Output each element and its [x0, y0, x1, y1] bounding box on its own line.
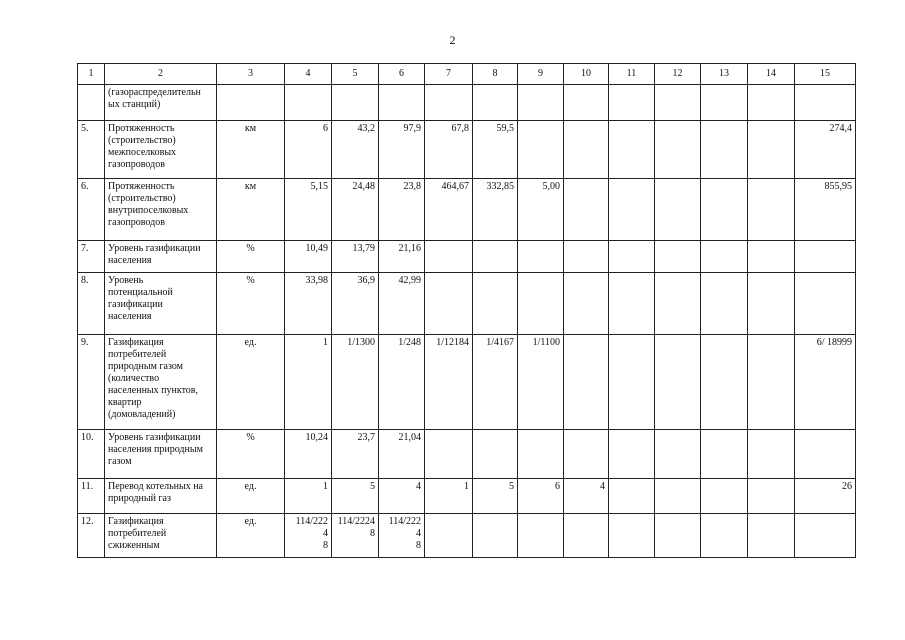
value-cell	[609, 179, 655, 241]
indicator-name-line: Перевод котельных на	[108, 481, 203, 492]
unit-cell: км	[217, 121, 285, 179]
value-cell: 5,00	[518, 179, 564, 241]
value-cell: 1/12184	[425, 335, 473, 430]
value-cell	[518, 85, 564, 121]
table-row	[78, 430, 856, 479]
row-number: 6.	[78, 179, 105, 241]
indicator-name-line: Протяженность	[108, 181, 175, 192]
indicator-name-line: газом	[108, 456, 132, 467]
column-header: 1	[78, 64, 105, 85]
value-cell	[701, 85, 748, 121]
value-cell: 23,7	[332, 430, 379, 479]
value-cell	[473, 273, 518, 335]
value-cell: 1	[425, 479, 473, 514]
value-cell	[609, 479, 655, 514]
value-cell	[701, 121, 748, 179]
value-cell	[795, 273, 856, 335]
unit-cell: %	[217, 241, 285, 273]
value-cell: 464,67	[425, 179, 473, 241]
value-cell	[425, 85, 473, 121]
unit-cell: км	[217, 179, 285, 241]
value-cell	[655, 121, 701, 179]
value-cell: 1/4167	[473, 335, 518, 430]
indicator-name-line: населенных пунктов,	[108, 385, 199, 396]
value-cell	[332, 85, 379, 121]
indicator-name-line: Протяженность	[108, 123, 175, 134]
value-cell	[379, 85, 425, 121]
value-cell	[425, 430, 473, 479]
value-cell: 114/222 4 8	[285, 514, 332, 558]
value-cell: 4	[564, 479, 609, 514]
value-cell	[748, 479, 795, 514]
indicator-name-line: сжиженным	[108, 540, 160, 551]
indicator-name-line: квартир	[108, 397, 142, 408]
value-cell	[473, 430, 518, 479]
value-cell: 114/222 4 8	[379, 514, 425, 558]
value-cell	[655, 479, 701, 514]
value-cell	[609, 430, 655, 479]
value-cell	[655, 430, 701, 479]
value-cell	[564, 335, 609, 430]
unit-cell: ед.	[217, 479, 285, 514]
indicator-name-line: Уровень газификации	[108, 243, 201, 254]
value-cell	[564, 85, 609, 121]
value-cell	[425, 241, 473, 273]
value-cell	[701, 514, 748, 558]
value-cell: 42,99	[379, 273, 425, 335]
indicator-name-line: потребителей	[108, 349, 167, 360]
indicator-name-line: (строительство)	[108, 193, 176, 204]
unit-cell: ед.	[217, 335, 285, 430]
table-row	[78, 479, 856, 514]
value-cell: 274,4	[795, 121, 856, 179]
row-number: 8.	[78, 273, 105, 335]
column-header: 7	[425, 64, 473, 85]
value-cell	[518, 430, 564, 479]
value-cell	[748, 273, 795, 335]
value-cell	[518, 121, 564, 179]
column-header: 9	[518, 64, 564, 85]
indicators-table	[77, 63, 856, 558]
row-number: 7.	[78, 241, 105, 273]
value-cell: 332,85	[473, 179, 518, 241]
indicator-name-line: населения природным	[108, 444, 203, 455]
indicator-name-line: внутрипоселковых	[108, 205, 189, 216]
value-cell	[655, 514, 701, 558]
value-cell	[701, 241, 748, 273]
value-cell	[564, 179, 609, 241]
value-cell: 21,16	[379, 241, 425, 273]
value-cell	[748, 241, 795, 273]
column-header: 4	[285, 64, 332, 85]
indicator-name-line: природный газ	[108, 493, 171, 504]
indicator-name-line: (количество	[108, 373, 160, 384]
value-cell	[564, 514, 609, 558]
value-cell	[655, 241, 701, 273]
column-header: 15	[795, 64, 856, 85]
value-cell	[518, 241, 564, 273]
indicator-name-line: потребителей	[108, 528, 167, 539]
value-cell	[655, 179, 701, 241]
row-number	[78, 85, 105, 121]
value-cell	[795, 241, 856, 273]
indicator-name	[105, 179, 217, 241]
row-number: 9.	[78, 335, 105, 430]
indicator-name-line: Газификация	[108, 516, 164, 527]
row-number: 12.	[78, 514, 105, 558]
value-cell	[655, 85, 701, 121]
unit-cell	[217, 85, 285, 121]
value-cell	[473, 85, 518, 121]
indicator-name-line: ых станций)	[108, 99, 161, 110]
value-cell	[701, 479, 748, 514]
indicator-name-line: газопроводов	[108, 217, 165, 228]
indicator-name-line: (домовладений)	[108, 409, 176, 420]
unit-cell: %	[217, 430, 285, 479]
value-cell	[748, 121, 795, 179]
value-cell	[564, 273, 609, 335]
value-cell: 97,9	[379, 121, 425, 179]
column-header: 3	[217, 64, 285, 85]
indicator-name-line: природным газом	[108, 361, 183, 372]
table-row	[78, 121, 856, 179]
indicator-name-line: межпоселковых	[108, 147, 177, 158]
value-cell: 1/1100	[518, 335, 564, 430]
value-cell	[795, 430, 856, 479]
row-number: 5.	[78, 121, 105, 179]
value-cell: 5,15	[285, 179, 332, 241]
indicator-name-line: газопроводов	[108, 159, 165, 170]
table-row	[78, 273, 856, 335]
indicator-name-line: газификации	[108, 299, 163, 310]
value-cell: 59,5	[473, 121, 518, 179]
indicator-name-line: Газификация	[108, 337, 164, 348]
value-cell: 114/2224 8	[332, 514, 379, 558]
value-cell: 33,98	[285, 273, 332, 335]
column-header: 2	[105, 64, 217, 85]
value-cell	[748, 179, 795, 241]
value-cell: 26	[795, 479, 856, 514]
indicator-name-line: (газораспределительн	[108, 87, 201, 98]
value-cell	[701, 335, 748, 430]
value-cell: 6	[285, 121, 332, 179]
value-cell	[748, 514, 795, 558]
value-cell: 855,95	[795, 179, 856, 241]
value-cell	[609, 85, 655, 121]
value-cell: 10,24	[285, 430, 332, 479]
value-cell	[609, 514, 655, 558]
value-cell	[609, 241, 655, 273]
indicator-name	[105, 85, 217, 121]
value-cell	[609, 121, 655, 179]
indicator-name-line: населения	[108, 255, 152, 266]
value-cell	[609, 273, 655, 335]
value-cell: 21,04	[379, 430, 425, 479]
table-row	[78, 335, 856, 430]
indicator-name-line: (строительство)	[108, 135, 176, 146]
value-cell	[564, 241, 609, 273]
row-number: 11.	[78, 479, 105, 514]
value-cell: 36,9	[332, 273, 379, 335]
value-cell	[609, 335, 655, 430]
table-row	[78, 514, 856, 558]
value-cell	[701, 179, 748, 241]
column-header: 8	[473, 64, 518, 85]
indicator-name	[105, 241, 217, 273]
value-cell: 5	[473, 479, 518, 514]
indicator-name	[105, 121, 217, 179]
table-row	[78, 241, 856, 273]
unit-cell: %	[217, 273, 285, 335]
column-header: 14	[748, 64, 795, 85]
unit-cell: ед.	[217, 514, 285, 558]
value-cell: 1	[285, 335, 332, 430]
value-cell: 24,48	[332, 179, 379, 241]
value-cell	[518, 514, 564, 558]
column-header: 11	[609, 64, 655, 85]
indicator-name-line: Уровень газификации	[108, 432, 201, 443]
value-cell	[564, 430, 609, 479]
value-cell: 1	[285, 479, 332, 514]
column-header: 5	[332, 64, 379, 85]
value-cell	[795, 514, 856, 558]
value-cell	[748, 430, 795, 479]
table-row	[78, 179, 856, 241]
value-cell	[748, 85, 795, 121]
value-cell: 6	[518, 479, 564, 514]
value-cell	[518, 273, 564, 335]
value-cell	[564, 121, 609, 179]
value-cell	[473, 514, 518, 558]
indicator-name	[105, 430, 217, 479]
value-cell: 4	[379, 479, 425, 514]
row-number: 10.	[78, 430, 105, 479]
value-cell: 10,49	[285, 241, 332, 273]
value-cell	[795, 85, 856, 121]
value-cell	[473, 241, 518, 273]
value-cell: 1/248	[379, 335, 425, 430]
value-cell: 23,8	[379, 179, 425, 241]
table-row	[78, 85, 856, 121]
value-cell	[701, 273, 748, 335]
column-header: 13	[701, 64, 748, 85]
value-cell: 1/1300	[332, 335, 379, 430]
column-header: 6	[379, 64, 425, 85]
value-cell	[425, 514, 473, 558]
column-header: 10	[564, 64, 609, 85]
header-row	[78, 64, 856, 85]
value-cell	[285, 85, 332, 121]
value-cell: 13,79	[332, 241, 379, 273]
indicator-name	[105, 479, 217, 514]
indicator-name-line: населения	[108, 311, 152, 322]
indicator-name	[105, 514, 217, 558]
value-cell	[701, 430, 748, 479]
indicator-name	[105, 335, 217, 430]
value-cell	[655, 273, 701, 335]
indicator-name-line: потенциальной	[108, 287, 173, 298]
indicator-name-line: Уровень	[108, 275, 144, 286]
value-cell: 6/ 18999	[795, 335, 856, 430]
value-cell: 67,8	[425, 121, 473, 179]
value-cell	[425, 273, 473, 335]
indicator-name	[105, 273, 217, 335]
page-number: 2	[449, 33, 456, 47]
value-cell	[655, 335, 701, 430]
value-cell: 5	[332, 479, 379, 514]
value-cell	[748, 335, 795, 430]
column-header: 12	[655, 64, 701, 85]
value-cell: 43,2	[332, 121, 379, 179]
